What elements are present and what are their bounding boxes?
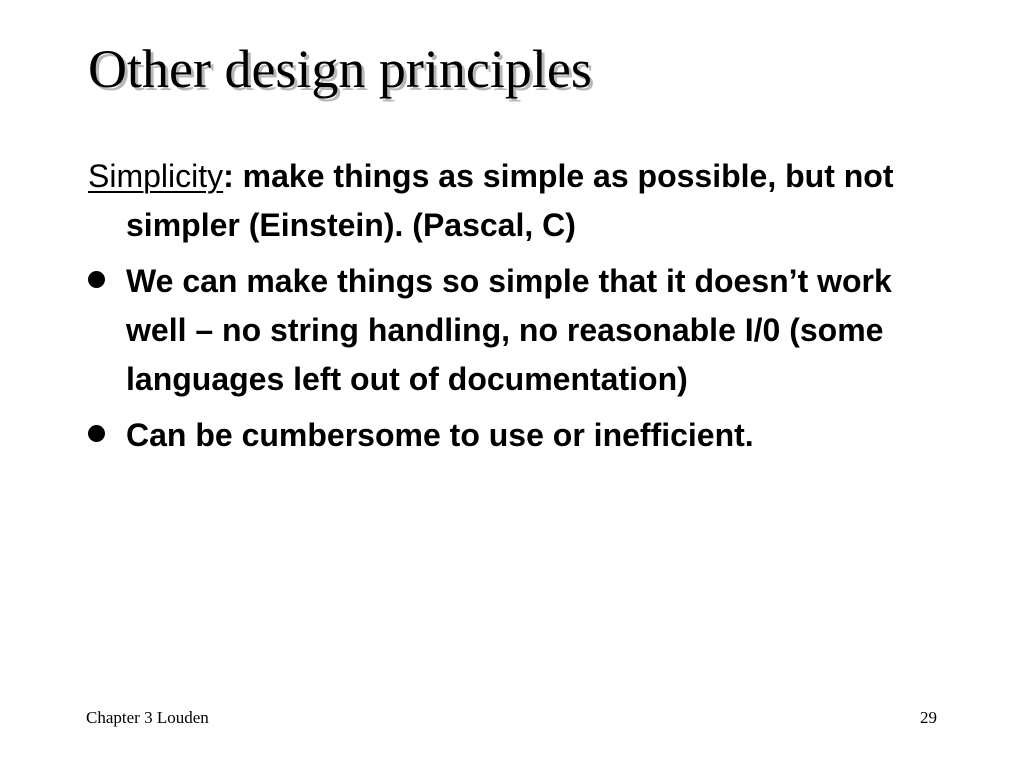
footer-chapter-label: Chapter 3 Louden [86,708,209,727]
bullet-dot-icon [88,271,105,288]
bullet-text: Can be cumbersome to use or inefficient. [126,417,754,453]
bullet-item [88,411,948,460]
bullet-text: We can make things so simple that it doesn’t work well – no string handling, no reasonable I/0 (some languages left out of documentation) [126,263,892,397]
page-number: 29 [920,708,937,727]
simplicity-paragraph [88,152,948,250]
simplicity-definition: : make things as simple as possible, but not simpler (Einstein). (Pascal, C) [126,158,894,243]
simplicity-term: Simplicity [88,158,224,194]
bullet-item [88,257,948,404]
slide-body [88,152,948,467]
slide-title: Other design principles [88,39,592,99]
bullet-dot-icon [88,425,105,442]
